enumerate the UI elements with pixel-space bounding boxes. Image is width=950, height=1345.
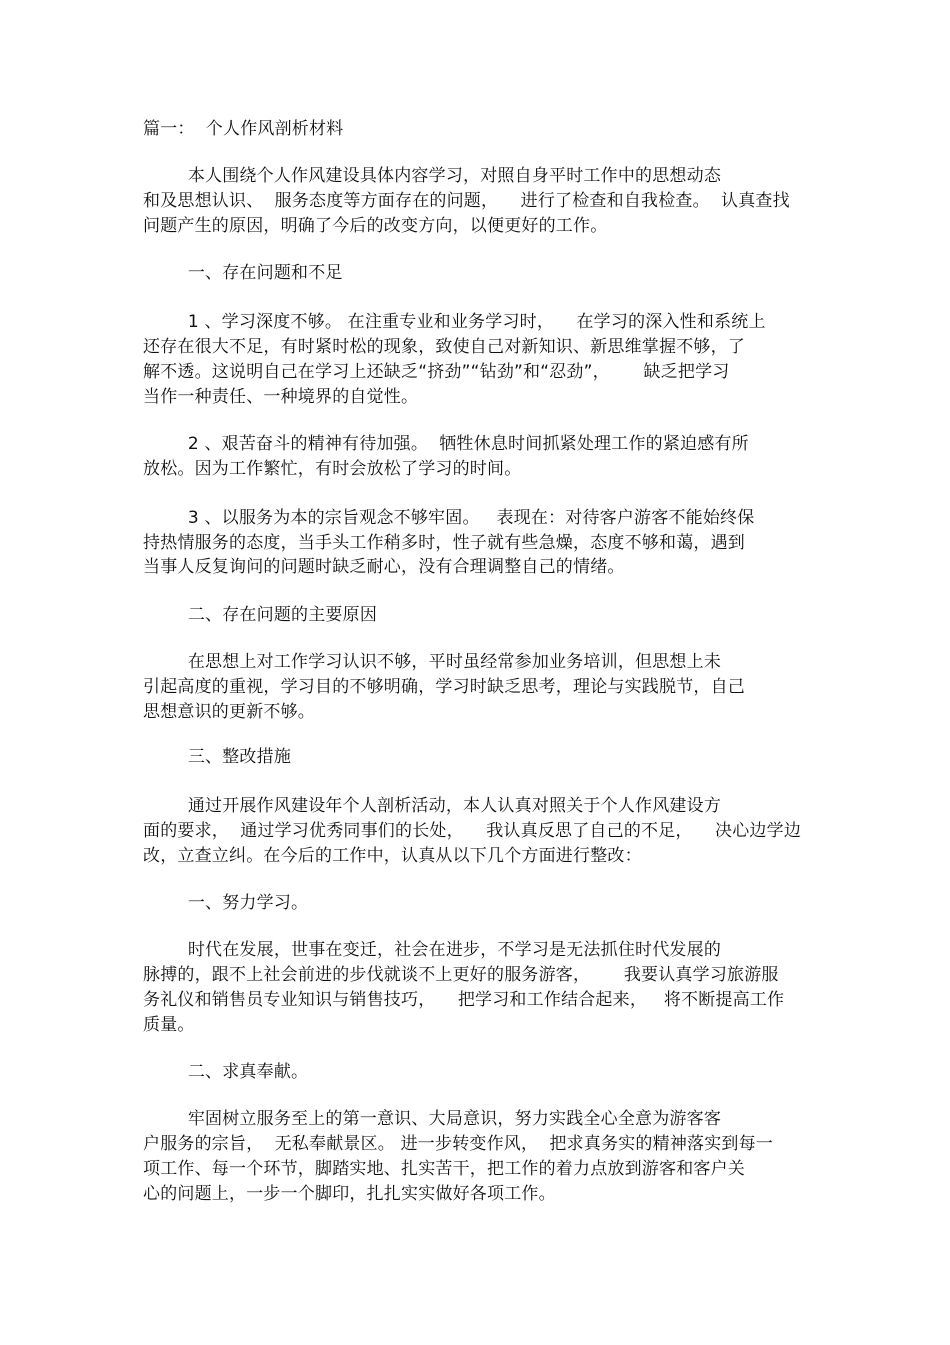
document-title: 篇一： 个人作风剖析材料: [143, 119, 344, 139]
intro-line-3: 问题产生的原因，明确了今后的改变方向，以便更好的工作。: [143, 216, 608, 236]
measure2-line-3: 项工作、每一个环节，脚踏实地、扎实苦干，把工作的着力点放到游客和客户关: [143, 1159, 745, 1179]
section2-line-1: 在思想上对工作学习认识不够，平时虽经常参加业务培训，但思想上未: [143, 652, 722, 672]
item2-line-1: 2 、艰苦奋斗的精神有待加强。 牺牲休息时间抓紧处理工作的紧迫感有所: [143, 434, 749, 454]
section1-heading: 一、存在问题和不足: [143, 263, 343, 283]
item3-line-3: 当事人反复询问的问题时缺乏耐心，没有合理调整自己的情绪。: [143, 557, 625, 577]
measure2-heading: 二、求真奉献。: [143, 1062, 309, 1082]
section3-line-2: 面的要求， 通过学习优秀同事们的长处， 我认真反思了自己的不足， 决心边学边: [143, 821, 802, 841]
section2-heading: 二、存在问题的主要原因: [143, 605, 378, 625]
item3-line-2: 持热情服务的态度，当手头工作稍多时，性子就有些急燥，态度不够和蔼，遇到: [143, 533, 745, 553]
section3-line-1: 通过开展作风建设年个人剖析活动，本人认真对照关于个人作风建设方: [143, 796, 722, 816]
measure1-line-1: 时代在发展，世事在变迁，社会在进步，不学习是无法抓住时代发展的: [143, 940, 722, 960]
section3-line-3: 改，立查立纠。在今后的工作中，认真从以下几个方面进行整改：: [143, 846, 642, 866]
section2-line-3: 思想意识的更新不够。: [143, 702, 315, 722]
section2-line-2: 引起高度的重视，学习目的不够明确，学习时缺乏思考，理论与实践脱节，自己: [143, 677, 745, 697]
intro-line-1: 本人围绕个人作风建设具体内容学习，对照自身平时工作中的思想动态: [143, 166, 722, 186]
item3-line-1: 3 、以服务为本的宗旨观念不够牢固。 表现在：对待客户游客不能始终保: [143, 508, 755, 528]
item1-line-3: 解不透。这说明自己在学习上还缺乏“挤劲”“钻劲”和“忍劲”， 缺乏把学习: [143, 362, 730, 382]
measure1-line-3: 务礼仪和销售员专业知识与销售技巧， 把学习和工作结合起来， 将不断提高工作: [143, 990, 785, 1010]
section3-heading: 三、整改措施: [143, 747, 292, 767]
measure1-line-4: 质量。: [143, 1015, 195, 1035]
measure2-line-4: 心的问题上，一步一个脚印，扎扎实实做好各项工作。: [143, 1184, 556, 1204]
measure2-line-1: 牢固树立服务至上的第一意识、大局意识，努力实践全心全意为游客客: [143, 1109, 722, 1129]
measure2-line-2: 户服务的宗旨， 无私奉献景区。 进一步转变作风， 把求真务实的精神落实到每一: [143, 1134, 774, 1154]
item1-line-2: 还存在很大不足，有时紧时松的现象，致使自己对新知识、新思维掌握不够，了: [143, 337, 745, 357]
measure1-heading: 一、努力学习。: [143, 893, 309, 913]
measure1-line-2: 脉搏的，跟不上社会前进的步伐就谈不上更好的服务游客， 我要认真学习旅游服: [143, 965, 779, 985]
item2-line-2: 放松。因为工作繁忙，有时会放松了学习的时间。: [143, 459, 522, 479]
item1-line-4: 当作一种责任、一种境界的自觉性。: [143, 387, 419, 407]
intro-line-2: 和及思想认识、 服务态度等方面存在的问题， 进行了检查和自我检查。 认真查找: [143, 191, 790, 211]
item1-line-1: 1 、学习深度不够。 在注重专业和业务学习时， 在学习的深入性和系统上: [143, 312, 766, 332]
